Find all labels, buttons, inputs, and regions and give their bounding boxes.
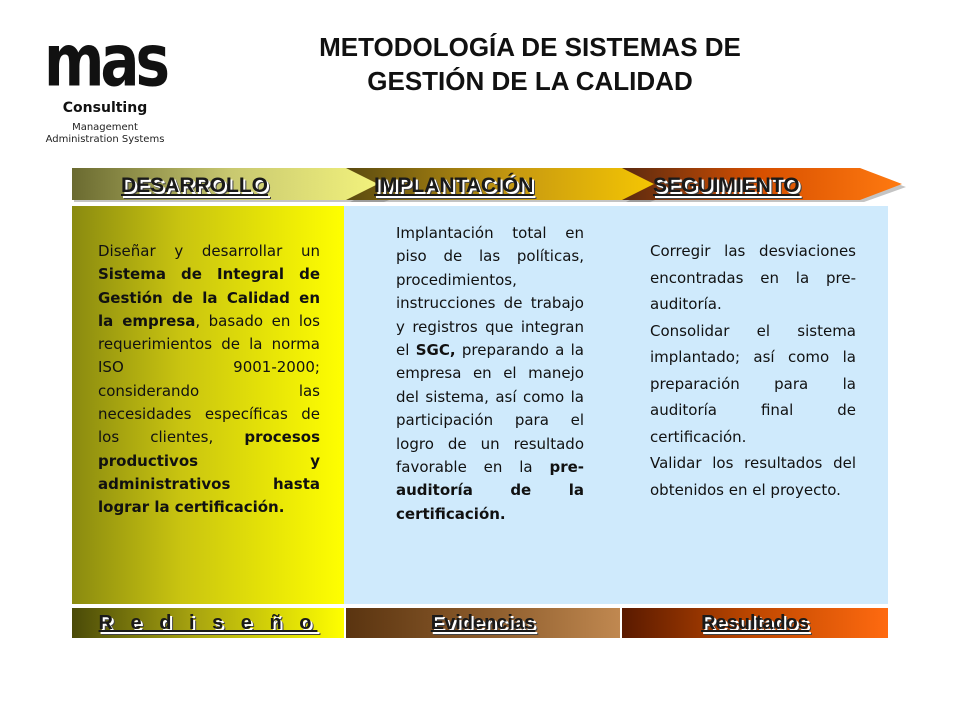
phase-label-seguimiento: SEGUIMIENTO [653,174,800,197]
company-logo [40,17,170,150]
logo-mark: mas [43,17,167,103]
seguimiento-text [650,238,856,503]
seguimiento-paragraph-3: Validar los resultados del obtenidos en el proyecto. [650,454,856,499]
page-title [270,30,790,98]
implantacion-text: Implantación total en piso de las políticas, procedimientos, instrucciones de trabajo y registros que integran el SGC, preparando a la empresa en el manejo del sistema, así como la participación para el logro de un resultado favorable en la pre-auditoría de la certificación. [396,224,584,523]
logo-management: Management [72,122,138,133]
title-line-2: GESTIÓN DE LA CALIDAD [367,66,693,96]
title-line-1: METODOLOGÍA DE SISTEMAS DE [319,32,741,62]
logo-consulting: Consulting [62,100,148,116]
rediseno-label: R e d i s e ñ o [98,612,318,634]
evidencias-bar [346,608,620,638]
logo-systems: Administration Systems [45,134,165,145]
desarrollo-text: Diseñar y desarrollar un Sistema de Integral de Gestión de la Calidad en la empresa, basado en los requerimientos de la norma ISO 9001-2000; considerando las necesidades específicas de los clientes, procesos productivos y administrativos hasta lograr la certificación. [98,242,320,517]
phase-label-desarrollo: DESARROLLO [121,174,268,197]
resultados-label: Resultados [701,612,809,634]
phase-label-implantacion: IMPLANTACIÓN [374,174,534,197]
rediseno-bar [72,608,344,638]
evidencias-label: Evidencias [430,612,536,634]
seguimiento-paragraph-2: Consolidar el sistema implantado; así como la preparación para la auditoría final de certificación. [650,321,856,446]
resultados-bar [622,608,888,638]
seguimiento-paragraph-1: Corregir las desviaciones encontradas en la pre-auditoría. [650,242,856,313]
